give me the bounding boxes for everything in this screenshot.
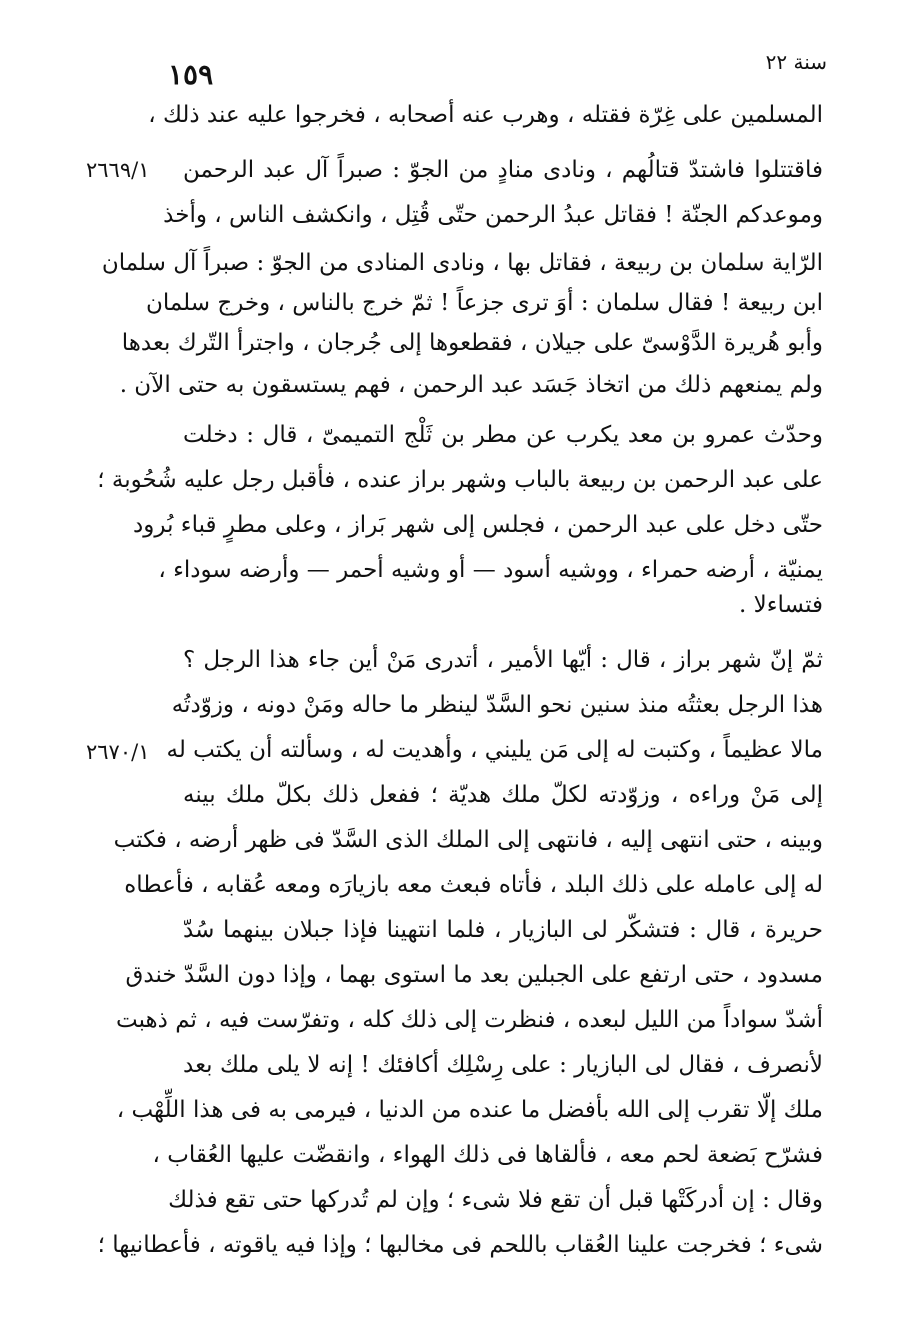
text-line: مالا عظيماً ، وكتبت له إلى مَن يليني ، وأهديت له ، وسألته أن يكتب له [166,737,823,763]
margin-reference: ٢٦٧٠/١ [86,740,150,764]
text-line: وحدّث عمرو بن معد يكرب عن مطر بن ثَلْج التميمىّ ، قال : دخلت [183,422,823,448]
text-line: هذا الرجل بعثتُه منذ سنين نحو السَّدّ لينظر ما حاله ومَنْ دونه ، وزوّدتُه [171,692,823,718]
text-line: شىء ؛ فخرجت علينا العُقاب باللحم فى مخالبها ؛ وإذا فيه ياقوته ، فأعطانيها ؛ [97,1232,823,1258]
text-line: على عبد الرحمن بن ربيعة بالباب وشهر براز عنده ، فأقبل رجل عليه شُحُوبة ؛ [97,467,823,493]
text-line: وقال : إن أدركَتْها قبل أن تقع فلا شىء ؛ وإن لم تُدركها حتى تقع فذلك [168,1187,823,1213]
text-line: حريرة ، قال : فتشكّر لى البازيار ، فلما انتهينا فإذا جبلان بينهما سُدّ [183,917,823,943]
text-line: له إلى عامله على ذلك البلد ، فأتاه فبعث معه بازيارَه ومعه عُقابه ، فأعطاه [124,872,823,898]
page-number: ١٥٩ [168,58,214,91]
text-line: فاقتتلوا فاشتدّ قتالُهم ، ونادى منادٍ من الجوّ : صبراً آل عبد الرحمن [183,157,823,183]
text-line: فشرّح بَضعة لحم معه ، فألقاها فى ذلك الهواء ، وانقضّت عليها العُقاب ، [152,1142,823,1168]
text-line: المسلمين على غِرّة فقتله ، وهرب عنه أصحابه ، فخرجوا عليه عند ذلك ، [148,102,823,128]
text-line: يمنيّة ، أرضه حمراء ، ووشيه أسود — أو وشيه أحمر — وأرضه سوداء ، [158,557,823,583]
margin-reference: ٢٦٦٩/١ [86,158,150,182]
text-line: ملك إلّا تقرب إلى الله بأفضل ما عنده من الدنيا ، فيرمى به فى هذا اللِّهْب ، [116,1097,823,1123]
text-line: ولم يمنعهم ذلك من اتخاذ جَسَد عبد الرحمن ، فهم يستسقون به حتى الآن . [119,372,823,398]
text-line: ابن ربيعة ! فقال سلمان : أوَ ترى جزعاً ! ثمّ خرج بالناس ، وخرج سلمان [145,290,823,316]
text-line: حتّى دخل على عبد الرحمن ، فجلس إلى شهر بَراز ، وعلى مطرٍ قباء بُرود [133,512,823,538]
text-line: أشدّ سواداً من الليل لبعده ، فنظرت إلى ذلك كله ، وتفرّست فيه ، ثم ذهبت [115,1007,823,1033]
text-line: وأبو هُريرة الدَّوْسىّ على جيلان ، فقطعوها إلى جُرجان ، واجترأ التّرك بعدها [121,330,823,356]
text-line: فتساءلا . [738,592,823,618]
text-line: ثمّ إنّ شهر براز ، قال : أيّها الأمير ، أتدرى مَنْ أين جاء هذا الرجل ؟ [183,647,823,673]
text-line: مسدود ، حتى ارتفع على الجبلين بعد ما استوى بهما ، وإذا دون السَّدّ خندق [125,962,823,988]
text-line: وبينه ، حتى انتهى إليه ، فانتهى إلى الملك الذى السَّدّ فى ظهر أرضه ، فكتب [113,827,823,853]
text-line: إلى مَنْ وراءه ، وزوّدته لكلّ ملك هديّة ؛ ففعل ذلك بكلّ ملك بينه [183,782,823,808]
running-header: سنة ٢٢ [765,50,827,74]
text-line: لأنصرف ، فقال لى البازيار : على رِسْلِك أكافئك ! إنه لا يلى ملك بعد [183,1052,823,1078]
text-line: وموعدكم الجنّة ! فقاتل عبدُ الرحمن حتّى قُتِل ، وانكشف الناس ، وأخذ [163,202,823,228]
text-line: الرّاية سلمان بن ربيعة ، فقاتل بها ، ونادى المنادى من الجوّ : صبراً آل سلمان [101,250,823,276]
